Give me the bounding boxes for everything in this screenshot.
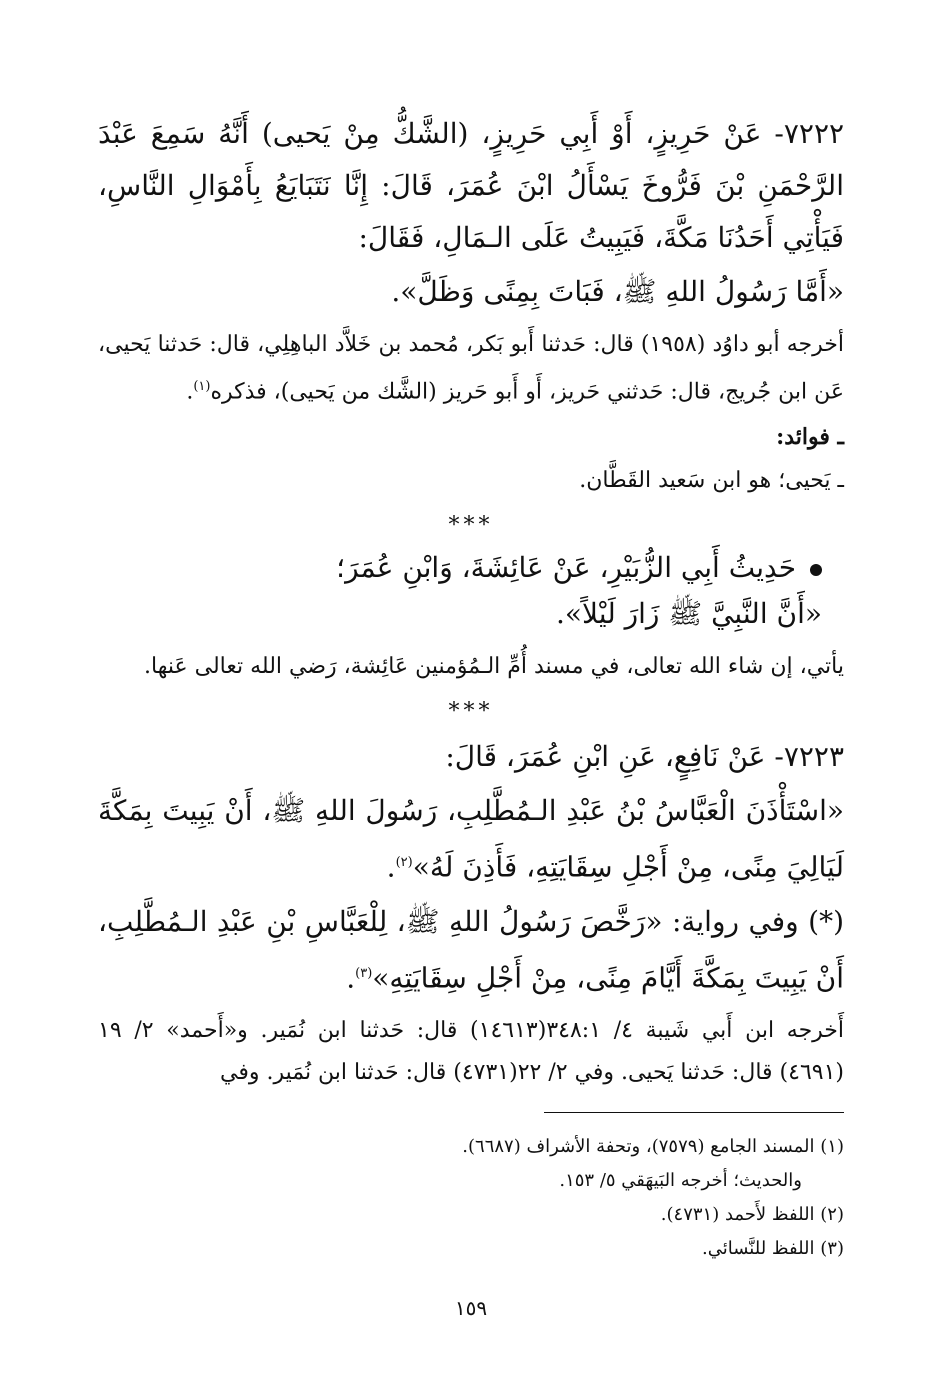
hadith-7222-matn: «أَمَّا رَسُولُ اللهِ ﷺ، فَبَاتَ بِمِنًى وَظَلَّ». <box>391 275 844 308</box>
hadith-number: ٧٢٢٢- <box>774 117 845 150</box>
riwaya-end: . <box>346 960 356 994</box>
hadith-7223-matn <box>98 785 844 893</box>
fawaid-heading: ـ فوائد: <box>776 424 844 451</box>
page-number: ١٥٩ <box>454 1296 488 1320</box>
footnote-divider <box>544 1112 844 1113</box>
footnotes <box>98 1130 844 1266</box>
footnote-1: (١) المسند الجامع (٧٥٧٩)، وتحفة الأشراف (٦٦٨٧). <box>462 1136 844 1157</box>
zubayr-heading-text: حَدِيثُ أَبِي الزُّبَيْرِ، عَنْ عَائِشَةَ، وَابْنِ عُمَرَ؛ <box>336 551 796 585</box>
hadith-number: ٧٢٢٣- <box>774 740 844 774</box>
section-separator-1: *** <box>448 513 494 539</box>
fawaid-item: ـ يَحيى؛ هو ابن سَعيد القَطَّان. <box>579 468 844 494</box>
hadith-7222-text <box>98 108 844 264</box>
zubayr-heading <box>98 545 822 591</box>
hadith-body: عَنْ حَرِيزٍ، أَوْ أَبِي حَرِيزٍ، (الشَّكُّ مِنْ يَحيى) أَنَّهُ سَمِعَ عَبْدَ الرَّحْمَنِ بْنَ فَرُّوخَ يَسْأَلُ ابْنَ عُمَرَ، قَالَ: إِنَّا نَتَبَايَعُ بِأَمْوَالِ النَّاسِ، فَيَأْتِي أَحَدُنَا مَكَّةَ، فَيَبِيتُ عَلَى الـمَالِ، فَقَالَ: <box>98 117 844 254</box>
takhrij-end: . <box>186 379 194 405</box>
section-separator-2: *** <box>448 699 494 725</box>
footnote-2: (٢) اللفظ لأَحمد (٤٧٣١). <box>660 1204 844 1225</box>
footnote-ref-2: (٢) <box>395 855 413 871</box>
riwaya-text: (*) وفي رواية: «رَخَّصَ رَسُولُ اللهِ ﷺ، لِلْعَبَّاسِ بْنِ عَبْدِ الـمُطَّلِبِ، أَنْ يَبِيتَ بِمَكَّةَ أَيَّامَ مِنًى، مِنْ أَجْلِ سِقَايَتِهِ» <box>98 904 844 994</box>
footnote-ref-1: (١) <box>193 379 211 394</box>
bullet-icon <box>810 564 822 576</box>
zubayr-matn: «أَنَّ النَّبِيَّ ﷺ زَارَ لَيْلاً». <box>556 597 822 631</box>
hadith-intro-text: عَنْ نَافِعٍ، عَنِ ابْنِ عُمَرَ، قَالَ: <box>445 740 766 774</box>
hadith-7223-riwaya <box>98 896 844 1004</box>
hadith-7222-takhrij <box>98 324 844 413</box>
hadith-7223-intro <box>98 731 844 783</box>
matn-end: . <box>386 850 396 884</box>
matn-text: «اسْتَأْذَنَ الْعَبَّاسُ بْنُ عَبْدِ الـمُطَّلِبِ، رَسُولَ اللهِ ﷺ، أَنْ يَبِيتَ بِمَكَّةَ لَيَالِيَ مِنًى، مِنْ أَجْلِ سِقَايَتِهِ، فَأَذِنَ لَهُ» <box>98 794 844 884</box>
footnote-3: (٣) اللفظ للنَّسائي. <box>702 1238 844 1259</box>
takhrij-text: أخرجه أبو داوُد (١٩٥٨) قال: حَدثنا أَبو بَكر، مُحمد بن خَلاَّد الباهِلِي، قال: حَدثنا يَحيى، عَن ابن جُريج، قال: حَدثني حَريز، أَو أَبو حَريز (الشَّك من يَحيى)، فذكره <box>98 332 844 405</box>
footnote-ref-3: (٣) <box>355 965 373 981</box>
hadith-7223-takhrij: أَخرجه ابن أَبي شَيبة ٤/ ٣٤٨:١(١٤٦١٣) قال: حَدثنا ابن نُمَير. و«أَحمد» ٢/ ١٩ (٤٦٩١) قال: حَدثنا يَحيى. وفي ٢/ ٢٢(٤٧٣١) قال: حَدثنا ابن نُمَير. وفي <box>98 1017 845 1085</box>
zubayr-note: يأتي، إن شاء الله تعالى، في مسند أُمِّ الـمُؤمنين عَائِشة، رَضي الله تعالى عَنها. <box>144 654 844 680</box>
footnote-1-continued: والحديث؛ أخرجه البَيهَقي ٥/ ١٥٣. <box>559 1170 802 1191</box>
